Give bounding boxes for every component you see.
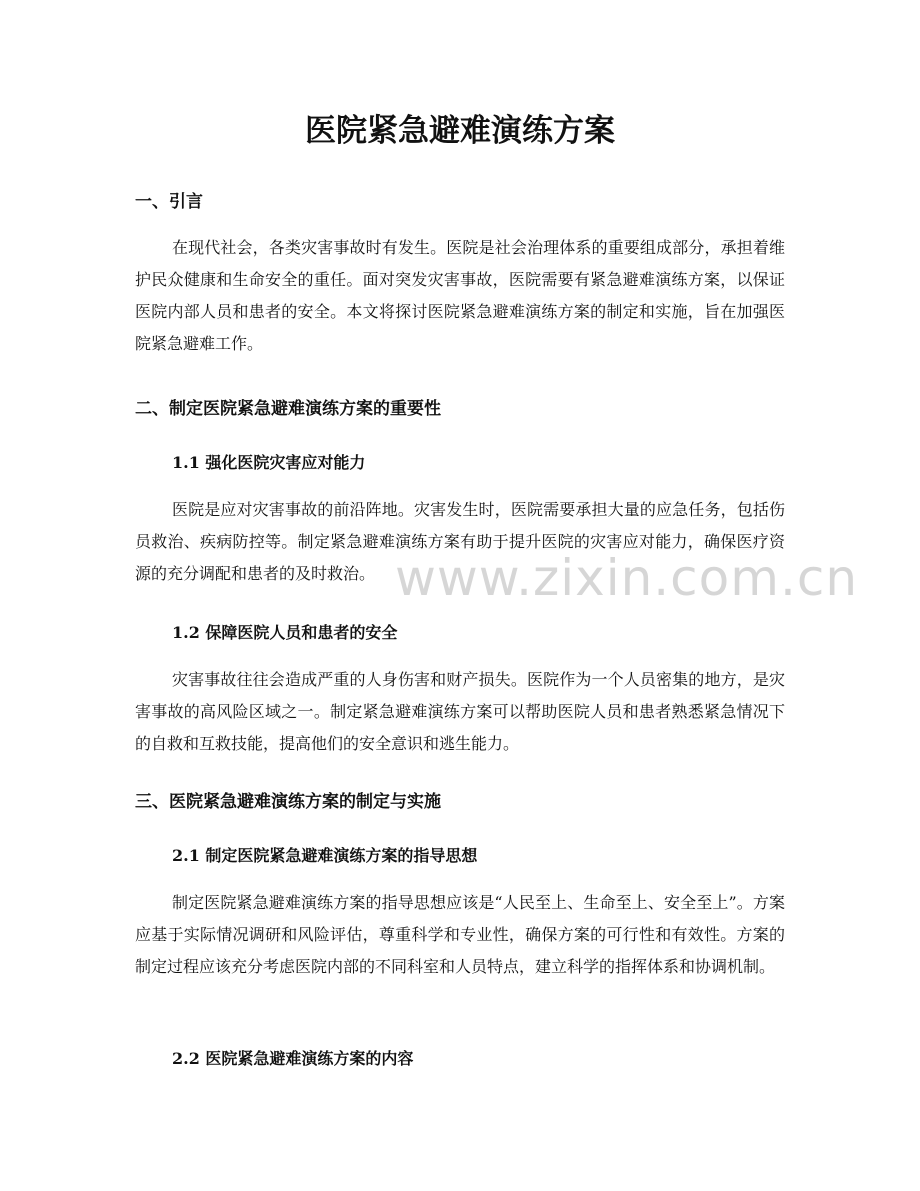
subsection-heading-1-2: 1.2 保障医院人员和患者的安全: [172, 623, 398, 642]
introduction-paragraph: 在现代社会，各类灾害事故时有发生。医院是社会治理体系的重要组成部分，承担着维护民众健康和生命安全的重任。面对突发灾害事故，医院需要有紧急避难演练方案，以保证医院内部人员和患者的安全。本文将探讨医院紧急避难演练方案的制定和实施，旨在加强医院紧急避难工作。: [135, 238, 785, 353]
watermark: www.zixin.com.cn: [395, 549, 859, 607]
section-heading-introduction: 一、引言: [135, 192, 203, 212]
subsection-heading-1-1: 1.1 强化医院灾害应对能力: [172, 453, 366, 472]
subsection-paragraph-2-1: 制定医院紧急避难演练方案的指导思想应该是“人民至上、生命至上、安全至上”。方案应基于实际情况调研和风险评估，尊重科学和专业性，确保方案的可行性和有效性。方案的制定过程应该充分考虑医院内部的不同科室和人员特点，建立科学的指挥体系和协调机制。: [135, 893, 785, 976]
document-title: 医院紧急避难演练方案: [305, 113, 615, 149]
subsection-heading-2-2: 2.2 医院紧急避难演练方案的内容: [172, 1049, 414, 1068]
subsection-heading-2-1: 2.1 制定医院紧急避难演练方案的指导思想: [172, 846, 478, 865]
subsection-paragraph-1-2: 灾害事故往往会造成严重的人身伤害和财产损失。医院作为一个人员密集的地方，是灾害事故的高风险区域之一。制定紧急避难演练方案可以帮助医院人员和患者熟悉紧急情况下的自救和互救技能，提高他们的安全意识和逃生能力。: [135, 670, 785, 753]
section-heading-importance: 二、制定医院紧急避难演练方案的重要性: [135, 399, 441, 419]
subsection-paragraph-1-1: 医院是应对灾害事故的前沿阵地。灾害发生时，医院需要承担大量的应急任务，包括伤员救治、疾病防控等。制定紧急避难演练方案有助于提升医院的灾害应对能力，确保医疗资源的充分调配和患者的及时救治。: [135, 500, 785, 583]
section-heading-implementation: 三、医院紧急避难演练方案的制定与实施: [135, 792, 441, 812]
